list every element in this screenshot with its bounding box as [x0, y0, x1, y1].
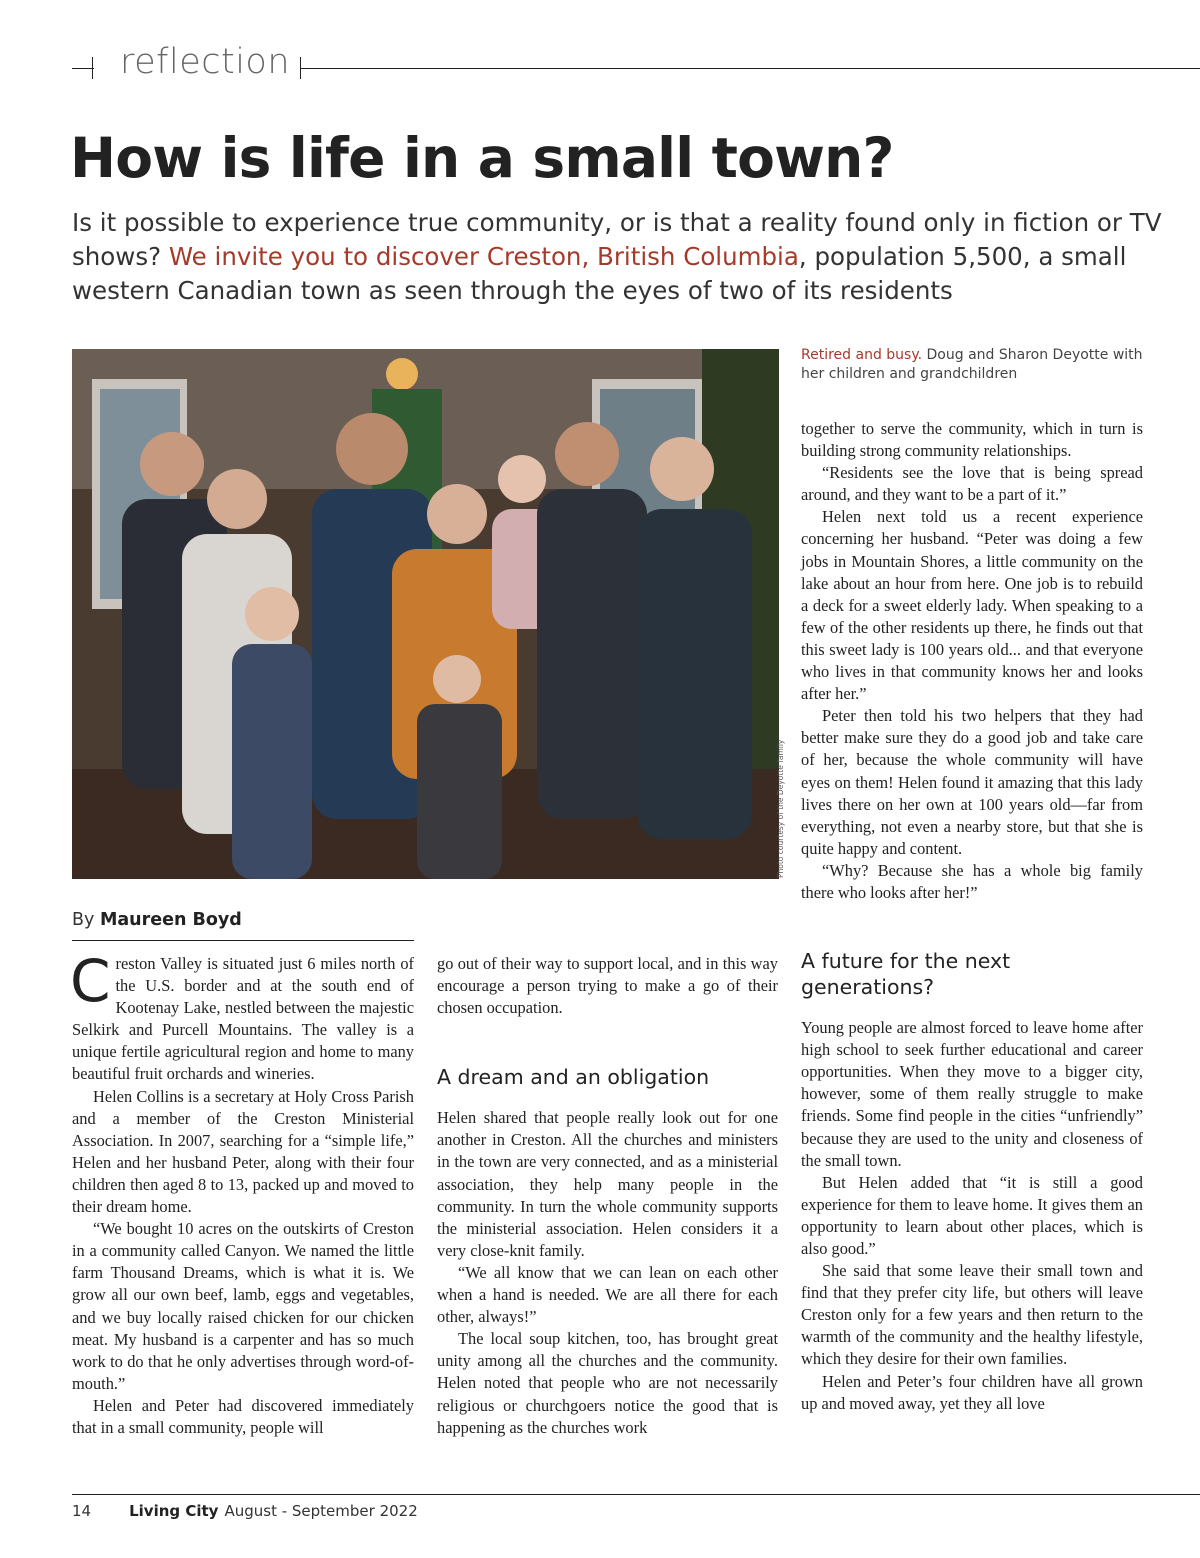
page-number: 14	[72, 1502, 92, 1520]
deck-text-2: , population 5,500, a small western Canadian town as seen through the eyes of two of its residents	[72, 242, 1127, 305]
section-rule-left	[72, 68, 94, 69]
section-tick-left	[92, 57, 93, 79]
byline-author: Maureen Boyd	[99, 910, 242, 930]
article-column-3	[801, 418, 1143, 1415]
subheading: A future for the next generations?	[801, 949, 1011, 1000]
deck	[72, 206, 1162, 308]
article-paragraph: “We all know that we can lean on each other when a hand is needed. We are all there for each other, always!”	[437, 1262, 778, 1327]
photo-caption	[801, 346, 1161, 384]
subheading: A dream and an obligation	[437, 1065, 710, 1090]
deck-text-1: Is it possible to experience true community, or is that a reality found only in fiction or TV shows?	[72, 208, 1162, 271]
article-paragraph: She said that some leave their small town and find that they prefer city life, but others will leave Creston only for a few years and then return to the warmth of the community and the healthy lifestyle, which they desire for their own families.	[801, 1261, 1143, 1369]
paragraph-text: reston Valley is situated just 6 miles north of the U.S. border and at the south end of Kootenay Lake, nestled between the majestic Selkirk and Purcell Mountains. The valley is a unique fertile agricultural region and home to many beautiful fruit orchards and wineries.	[72, 954, 414, 1084]
issue-date: August - September 2022	[224, 1502, 418, 1520]
byline	[72, 910, 242, 930]
byline-prefix: By	[72, 910, 100, 930]
article-paragraph: Helen Collins is a secretary at Holy Cross Parish and a member of the Creston Ministerial Association. In 2007, searching for a “simple life,” Helen and her husband Peter, along with their four children then aged 8 to 13, packed up and moved to their dream home.	[72, 1086, 414, 1217]
section-rule-right	[300, 68, 1200, 69]
headline: How is life in a small town?	[70, 126, 894, 190]
article-column-1	[70, 947, 414, 1439]
article-paragraph: “Residents see the love that is being spread around, and they want to be a part of it.”	[801, 463, 1143, 505]
article-paragraph: “We bought 10 acres on the outskirts of Creston in a community called Canyon. We named the little farm Thousand Dreams, which is what it is. We grow all our own beef, lamb, eggs and vegetables, and we buy locally raised chicken for our chicken meat. My husband is a carpenter and has so much work to do that he only advertises through word-of-mouth.”	[72, 1219, 414, 1393]
photo-credit: Photo courtesy of the Deyotte family	[776, 739, 785, 878]
footer-rule	[72, 1494, 1200, 1495]
article-paragraph: Helen shared that people really look out for one another in Creston. All the churches and ministers in the town are very connected, and as a ministerial association, they help many people in the community. In turn the whole community supports the ministerial association. Helen considers it a very close-knit family.	[437, 1108, 778, 1260]
article-paragraph: Young people are almost forced to leave home after high school to seek further educational and career opportunities. When they move to a bigger city, however, some of them really struggle to make friends. Some find people in the cities “unfriendly” because they are used to the unity and closeness of the small town.	[801, 1018, 1143, 1170]
caption-text: Doug and Sharon Deyotte with her children and grandchildren	[801, 347, 1143, 382]
article-column-2	[437, 953, 778, 1439]
drop-cap: C	[70, 947, 111, 1015]
section-label: reflection	[120, 42, 291, 82]
deck-accent: We invite you to discover Creston, British Columbia	[168, 242, 799, 271]
article-paragraph: But Helen added that “it is still a good experience for them to leave home. It gives them an opportunity to learn about other places, which is also good.”	[801, 1172, 1143, 1258]
caption-lead: Retired and busy.	[801, 347, 923, 363]
article-paragraph: Helen next told us a recent experience concerning her husband. “Peter was doing a few jobs in Mountain Shores, a little community on the lake about an hour from here. One job is to rebuild a deck for a sweet elderly lady. When speaking to a few of the other residents up there, he finds out that this sweet lady is 100 years old... and that everyone who lives in that community knows her and looks after her.”	[801, 507, 1143, 704]
article-paragraph: The local soup kitchen, too, has brought great unity among all the churches and the community. Helen noted that people who are not necessarily religious or churchgoers notice the good that is happening as the churches work	[437, 1329, 778, 1437]
article-paragraph: together to serve the community, which in turn is building strong community relationships.	[801, 419, 1143, 461]
article-paragraph: Helen and Peter had discovered immediately that in a small community, people will	[72, 1395, 414, 1437]
article-paragraph	[70, 947, 414, 1086]
magazine-name: Living City	[129, 1502, 219, 1520]
byline-rule	[72, 940, 414, 941]
footer	[72, 1502, 418, 1520]
article-paragraph: Peter then told his two helpers that they had better make sure they do a good job and take care of her, because the whole community will have eyes on them! Helen found it amazing that this lady lives there on her own at 100 years old—far from everything, not even a nearby store, but that she is quite happy and content.	[801, 706, 1143, 858]
article-paragraph: “Why? Because she has a whole big family there who looks after her!”	[801, 860, 1143, 902]
article-paragraph: Helen and Peter’s four children have all grown up and moved away, yet they all love	[801, 1371, 1143, 1413]
article-paragraph: go out of their way to support local, and in this way encourage a person trying to make a go of their chosen occupation.	[437, 954, 778, 1018]
family-photo	[72, 349, 779, 879]
